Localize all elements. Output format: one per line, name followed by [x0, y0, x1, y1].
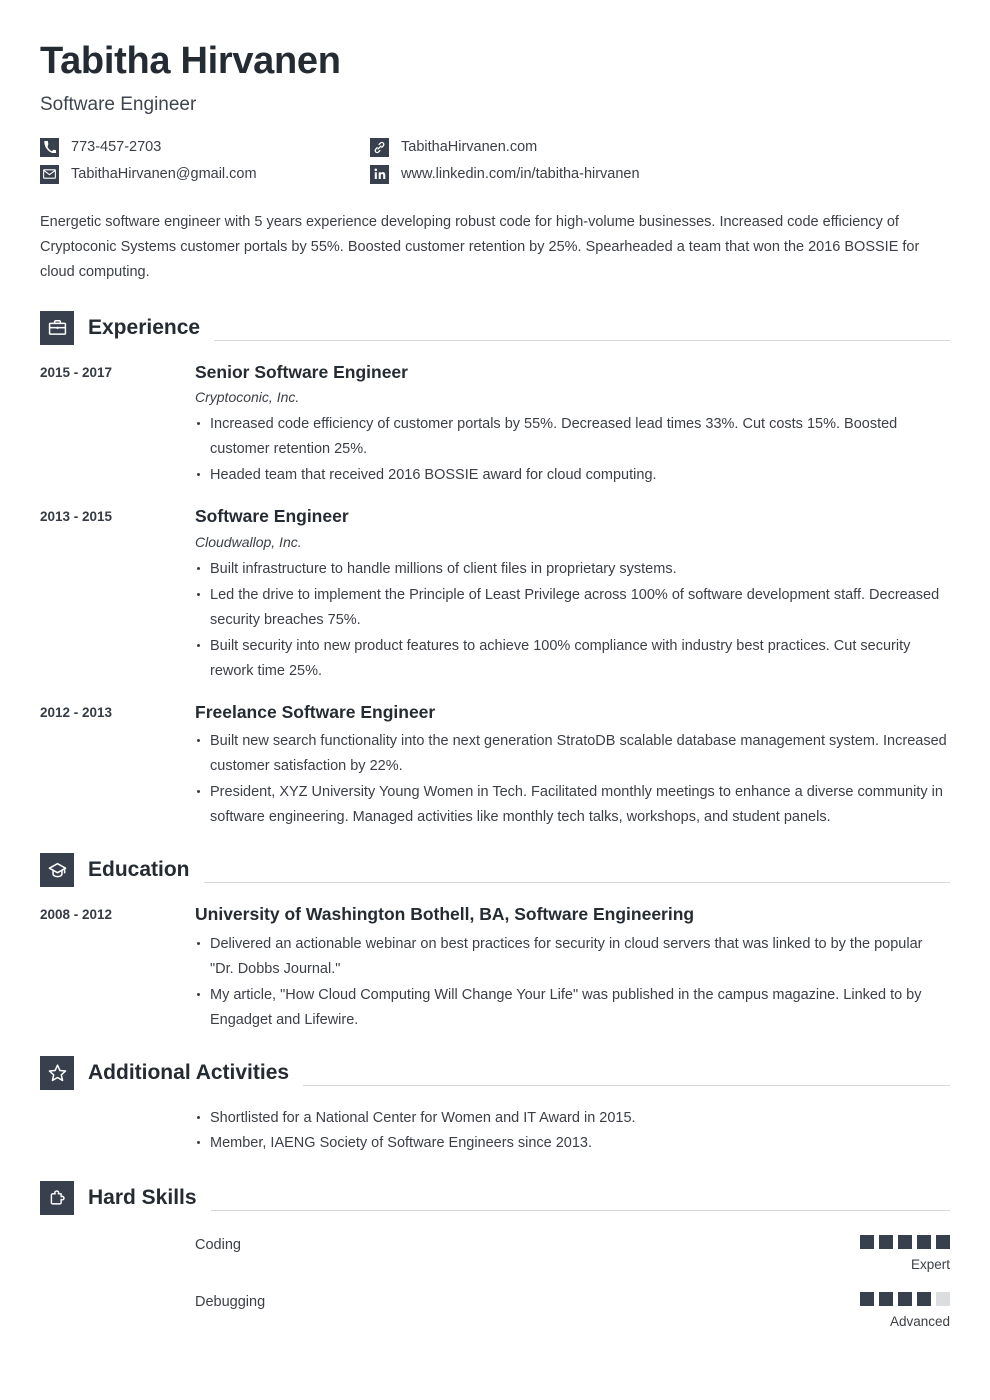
candidate-name: Tabitha Hirvanen [40, 40, 341, 82]
bullet-item: Member, IAENG Society of Software Engineers since 2013. [195, 1131, 950, 1156]
entry-title: Freelance Software Engineer [195, 701, 436, 722]
section-activities [40, 1056, 950, 1158]
education-rule [204, 882, 950, 883]
entry-title: Senior Software Engineer [195, 361, 408, 382]
section-skills [40, 1181, 950, 1329]
professional-summary: Energetic software engineer with 5 years experience developing robust code for high-volume businesses. Increased code efficiency of Cryptoconic Systems customer portals by 55%. Boosted customer retention by 25%. Spearheaded a team that won the 2016 BOSSIE for cloud computing. [40, 213, 920, 280]
entry-bullets [195, 557, 950, 684]
entry-title: University of Washington Bothell, BA, Software Engineering [195, 904, 695, 924]
envelope-icon [40, 165, 59, 184]
rating-box-filled [917, 1292, 931, 1306]
experience-entry [40, 489, 950, 684]
rating-box-empty [936, 1292, 950, 1306]
entry-date: 2013 - 2015 [40, 509, 113, 525]
entry-body [195, 903, 950, 1034]
contact-website[interactable] [370, 138, 950, 157]
education-title: Education [88, 858, 190, 881]
rating-box-filled [860, 1292, 874, 1306]
bullet-item: Built infrastructure to handle millions of client files in proprietary systems. [195, 557, 950, 582]
contact-email[interactable] [40, 165, 370, 184]
bullet-item: Built new search functionality into the next generation StratoDB scalable database management system. Increased customer satisfaction by 22%. [195, 729, 950, 779]
experience-rule [214, 340, 950, 341]
skills-heading [40, 1181, 950, 1215]
rating-box-filled [936, 1235, 950, 1249]
rating-box-filled [898, 1292, 912, 1306]
skill-meter [860, 1292, 950, 1329]
puzzle-piece-icon [40, 1181, 74, 1215]
activities-heading [40, 1056, 950, 1090]
entry-company: Cloudwallop, Inc. [195, 533, 302, 550]
phone-icon [40, 138, 59, 157]
activities-title: Additional Activities [88, 1060, 290, 1084]
rating-box-filled [898, 1235, 912, 1249]
skill-name: Debugging [195, 1294, 266, 1311]
contact-email-text: TabithaHirvanen@gmail.com [71, 166, 257, 183]
entry-bullets [195, 932, 950, 1033]
experience-title: Experience [88, 315, 201, 339]
entry-body [195, 1106, 950, 1158]
briefcase-icon [40, 311, 74, 345]
bullet-item: Led the drive to implement the Principle of Least Privilege across 100% of software development staff. Decreased security breaches 75%. [195, 583, 950, 633]
entry-bullets [195, 729, 950, 830]
bullet-item: Headed team that received 2016 BOSSIE award for cloud computing. [195, 463, 950, 488]
experience-entry [40, 685, 950, 832]
entry-date: 2015 - 2017 [40, 364, 113, 380]
experience-entry [40, 345, 950, 490]
entry-body [195, 505, 950, 684]
entry-company: Cryptoconic, Inc. [195, 389, 300, 406]
bullet-item: Shortlisted for a National Center for Women and IT Award in 2015. [195, 1106, 950, 1131]
bullet-item: My article, "How Cloud Computing Will Change Your Life" was published in the campus magazine. Linked to by Engadget and Lifewire. [195, 983, 950, 1033]
entry-bullets [195, 412, 950, 488]
skill-meter [860, 1235, 950, 1272]
bullet-item: Increased code efficiency of customer portals by 55%. Decreased lead times 33%. Cut costs 15%. Boosted customer retention 25%. [195, 412, 950, 462]
star-icon [40, 1056, 74, 1090]
entry-body [195, 361, 950, 490]
skill-rating-boxes [860, 1292, 950, 1306]
rating-box-filled [917, 1235, 931, 1249]
entry-date-spacer [40, 1106, 195, 1158]
candidate-job-title: Software Engineer [40, 93, 197, 115]
bullet-item: Delivered an actionable webinar on best practices for security in cloud servers that was linked to by the popular "Dr. Dobbs Journal." [195, 932, 950, 982]
skills-rule [211, 1210, 950, 1211]
entry-date: 2008 - 2012 [40, 907, 113, 922]
experience-heading [40, 311, 950, 345]
rating-box-filled [879, 1235, 893, 1249]
education-heading [40, 853, 950, 887]
skill-rating-boxes [860, 1235, 950, 1249]
contact-website-text: TabithaHirvanen.com [401, 139, 538, 156]
activities-entry [40, 1090, 950, 1158]
contact-linkedin-text: www.linkedin.com/in/tabitha-hirvanen [401, 166, 640, 183]
contact-phone-text: 773-457-2703 [71, 139, 162, 156]
linkedin-icon [370, 165, 389, 184]
section-experience [40, 311, 950, 832]
section-education [40, 853, 950, 1034]
entry-body [195, 701, 950, 832]
skills-title: Hard Skills [88, 1186, 197, 1210]
entry-title: Software Engineer [195, 506, 349, 527]
skill-name: Coding [195, 1237, 241, 1254]
skill-level: Expert [910, 1257, 950, 1273]
skill-row [40, 1272, 950, 1329]
link-icon [370, 138, 389, 157]
contact-linkedin[interactable] [370, 165, 950, 184]
rating-box-filled [860, 1235, 874, 1249]
education-entry [40, 887, 950, 1034]
skill-level: Advanced [889, 1314, 950, 1330]
rating-box-filled [879, 1292, 893, 1306]
bullet-item: Built security into new product features to achieve 100% compliance with industry best practices. Cut security rework time 25%. [195, 634, 950, 684]
bullet-item: President, XYZ University Young Women in Tech. Facilitated monthly meetings to enhance a diverse community in software engineering. Managed activities like monthly tech talks, workshops, and student panels. [195, 780, 950, 830]
contact-phone[interactable] [40, 138, 370, 157]
activities-rule [303, 1085, 950, 1086]
skill-row [40, 1215, 950, 1272]
graduation-cap-icon [40, 853, 74, 887]
activities-bullets [195, 1106, 950, 1157]
contact-info-grid [40, 138, 950, 184]
entry-date: 2012 - 2013 [40, 704, 113, 720]
resume-header [40, 40, 950, 184]
